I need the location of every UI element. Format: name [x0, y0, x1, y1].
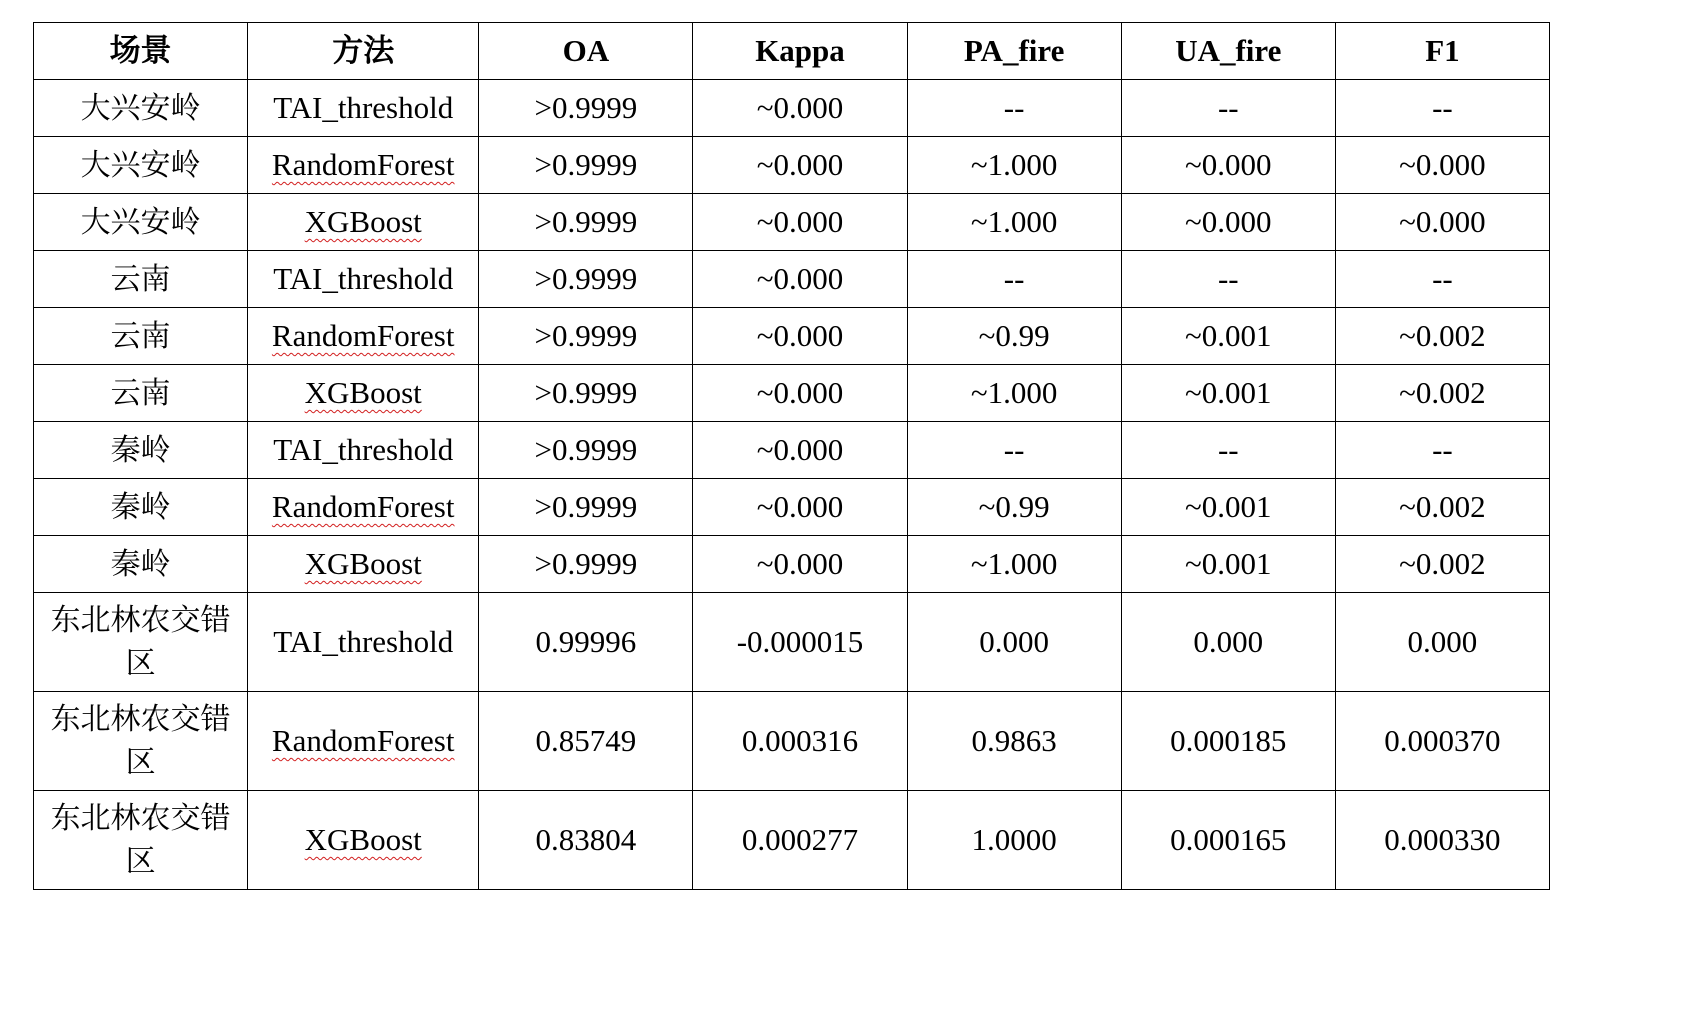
- pa-fire-cell: ~1.000: [907, 137, 1121, 194]
- kappa-cell: ~0.000: [693, 536, 907, 593]
- table-row: [34, 194, 1550, 251]
- oa-cell: >0.9999: [479, 422, 693, 479]
- table-row: [34, 422, 1550, 479]
- method-cell: [248, 194, 479, 251]
- column-header-method: 方法: [248, 23, 479, 80]
- column-header-oa: OA: [479, 23, 693, 80]
- oa-cell: 0.83804: [479, 791, 693, 890]
- oa-cell: >0.9999: [479, 80, 693, 137]
- oa-cell: >0.9999: [479, 194, 693, 251]
- pa-fire-cell: --: [907, 80, 1121, 137]
- oa-cell: >0.9999: [479, 251, 693, 308]
- method-cell: [248, 692, 479, 791]
- oa-cell: >0.9999: [479, 308, 693, 365]
- method-cell: [248, 536, 479, 593]
- kappa-cell: ~0.000: [693, 308, 907, 365]
- scene-cell: 东北林农交错区: [34, 692, 248, 791]
- f1-cell: ~0.002: [1335, 365, 1549, 422]
- table-row: [34, 137, 1550, 194]
- kappa-cell: -0.000015: [693, 593, 907, 692]
- table-row: [34, 791, 1550, 890]
- kappa-cell: ~0.000: [693, 251, 907, 308]
- method-cell: [248, 422, 479, 479]
- table-row: [34, 80, 1550, 137]
- f1-cell: 0.000: [1335, 593, 1549, 692]
- scene-cell: 东北林农交错区: [34, 791, 248, 890]
- scene-cell: 秦岭: [34, 479, 248, 536]
- pa-fire-cell: ~1.000: [907, 194, 1121, 251]
- ua-fire-cell: ~0.000: [1121, 194, 1335, 251]
- kappa-cell: ~0.000: [693, 194, 907, 251]
- kappa-cell: 0.000316: [693, 692, 907, 791]
- method-label: TAI_threshold: [273, 90, 454, 125]
- method-label: XGBoost: [304, 204, 422, 239]
- ua-fire-cell: ~0.000: [1121, 137, 1335, 194]
- oa-cell: 0.85749: [479, 692, 693, 791]
- ua-fire-cell: --: [1121, 251, 1335, 308]
- results-table: [33, 22, 1550, 890]
- f1-cell: ~0.002: [1335, 308, 1549, 365]
- kappa-cell: ~0.000: [693, 137, 907, 194]
- scene-cell: 云南: [34, 308, 248, 365]
- kappa-cell: ~0.000: [693, 365, 907, 422]
- kappa-cell: 0.000277: [693, 791, 907, 890]
- method-label: RandomForest: [271, 147, 455, 182]
- table-row: [34, 251, 1550, 308]
- f1-cell: 0.000330: [1335, 791, 1549, 890]
- table-row: [34, 308, 1550, 365]
- method-cell: [248, 251, 479, 308]
- method-cell: [248, 137, 479, 194]
- method-cell: [248, 791, 479, 890]
- scene-cell: 东北林农交错区: [34, 593, 248, 692]
- pa-fire-cell: --: [907, 422, 1121, 479]
- method-cell: [248, 308, 479, 365]
- f1-cell: ~0.002: [1335, 536, 1549, 593]
- ua-fire-cell: ~0.001: [1121, 365, 1335, 422]
- method-cell: [248, 365, 479, 422]
- method-cell: [248, 593, 479, 692]
- method-label: TAI_threshold: [273, 261, 454, 296]
- scene-cell: 大兴安岭: [34, 137, 248, 194]
- f1-cell: ~0.000: [1335, 137, 1549, 194]
- table-header-row: [34, 23, 1550, 80]
- f1-cell: 0.000370: [1335, 692, 1549, 791]
- ua-fire-cell: ~0.001: [1121, 479, 1335, 536]
- scene-cell: 云南: [34, 365, 248, 422]
- pa-fire-cell: 0.9863: [907, 692, 1121, 791]
- ua-fire-cell: 0.000165: [1121, 791, 1335, 890]
- table-row: [34, 365, 1550, 422]
- f1-cell: ~0.002: [1335, 479, 1549, 536]
- oa-cell: >0.9999: [479, 137, 693, 194]
- pa-fire-cell: 0.000: [907, 593, 1121, 692]
- f1-cell: --: [1335, 422, 1549, 479]
- scene-cell: 大兴安岭: [34, 80, 248, 137]
- ua-fire-cell: --: [1121, 80, 1335, 137]
- column-header-pa-fire: PA_fire: [907, 23, 1121, 80]
- pa-fire-cell: 1.0000: [907, 791, 1121, 890]
- oa-cell: >0.9999: [479, 479, 693, 536]
- table-row: [34, 692, 1550, 791]
- column-header-kappa: Kappa: [693, 23, 907, 80]
- method-label: XGBoost: [304, 546, 422, 581]
- method-label: TAI_threshold: [273, 624, 454, 659]
- table-row: [34, 593, 1550, 692]
- table-row: [34, 536, 1550, 593]
- pa-fire-cell: ~1.000: [907, 536, 1121, 593]
- column-header-f1: F1: [1335, 23, 1549, 80]
- scene-cell: 秦岭: [34, 536, 248, 593]
- ua-fire-cell: ~0.001: [1121, 308, 1335, 365]
- oa-cell: >0.9999: [479, 536, 693, 593]
- column-header-ua-fire: UA_fire: [1121, 23, 1335, 80]
- method-cell: [248, 80, 479, 137]
- ua-fire-cell: 0.000: [1121, 593, 1335, 692]
- method-label: XGBoost: [304, 375, 422, 410]
- ua-fire-cell: 0.000185: [1121, 692, 1335, 791]
- f1-cell: ~0.000: [1335, 194, 1549, 251]
- pa-fire-cell: ~0.99: [907, 308, 1121, 365]
- table-row: [34, 479, 1550, 536]
- kappa-cell: ~0.000: [693, 422, 907, 479]
- column-header-scene: 场景: [34, 23, 248, 80]
- scene-cell: 秦岭: [34, 422, 248, 479]
- oa-cell: 0.99996: [479, 593, 693, 692]
- method-cell: [248, 479, 479, 536]
- f1-cell: --: [1335, 251, 1549, 308]
- pa-fire-cell: ~0.99: [907, 479, 1121, 536]
- method-label: RandomForest: [271, 318, 455, 353]
- f1-cell: --: [1335, 80, 1549, 137]
- pa-fire-cell: ~1.000: [907, 365, 1121, 422]
- pa-fire-cell: --: [907, 251, 1121, 308]
- method-label: RandomForest: [271, 723, 455, 758]
- ua-fire-cell: ~0.001: [1121, 536, 1335, 593]
- oa-cell: >0.9999: [479, 365, 693, 422]
- ua-fire-cell: --: [1121, 422, 1335, 479]
- method-label: RandomForest: [271, 489, 455, 524]
- scene-cell: 云南: [34, 251, 248, 308]
- kappa-cell: ~0.000: [693, 80, 907, 137]
- scene-cell: 大兴安岭: [34, 194, 248, 251]
- results-table-container: [33, 22, 1550, 890]
- kappa-cell: ~0.000: [693, 479, 907, 536]
- method-label: TAI_threshold: [273, 432, 454, 467]
- method-label: XGBoost: [304, 822, 422, 857]
